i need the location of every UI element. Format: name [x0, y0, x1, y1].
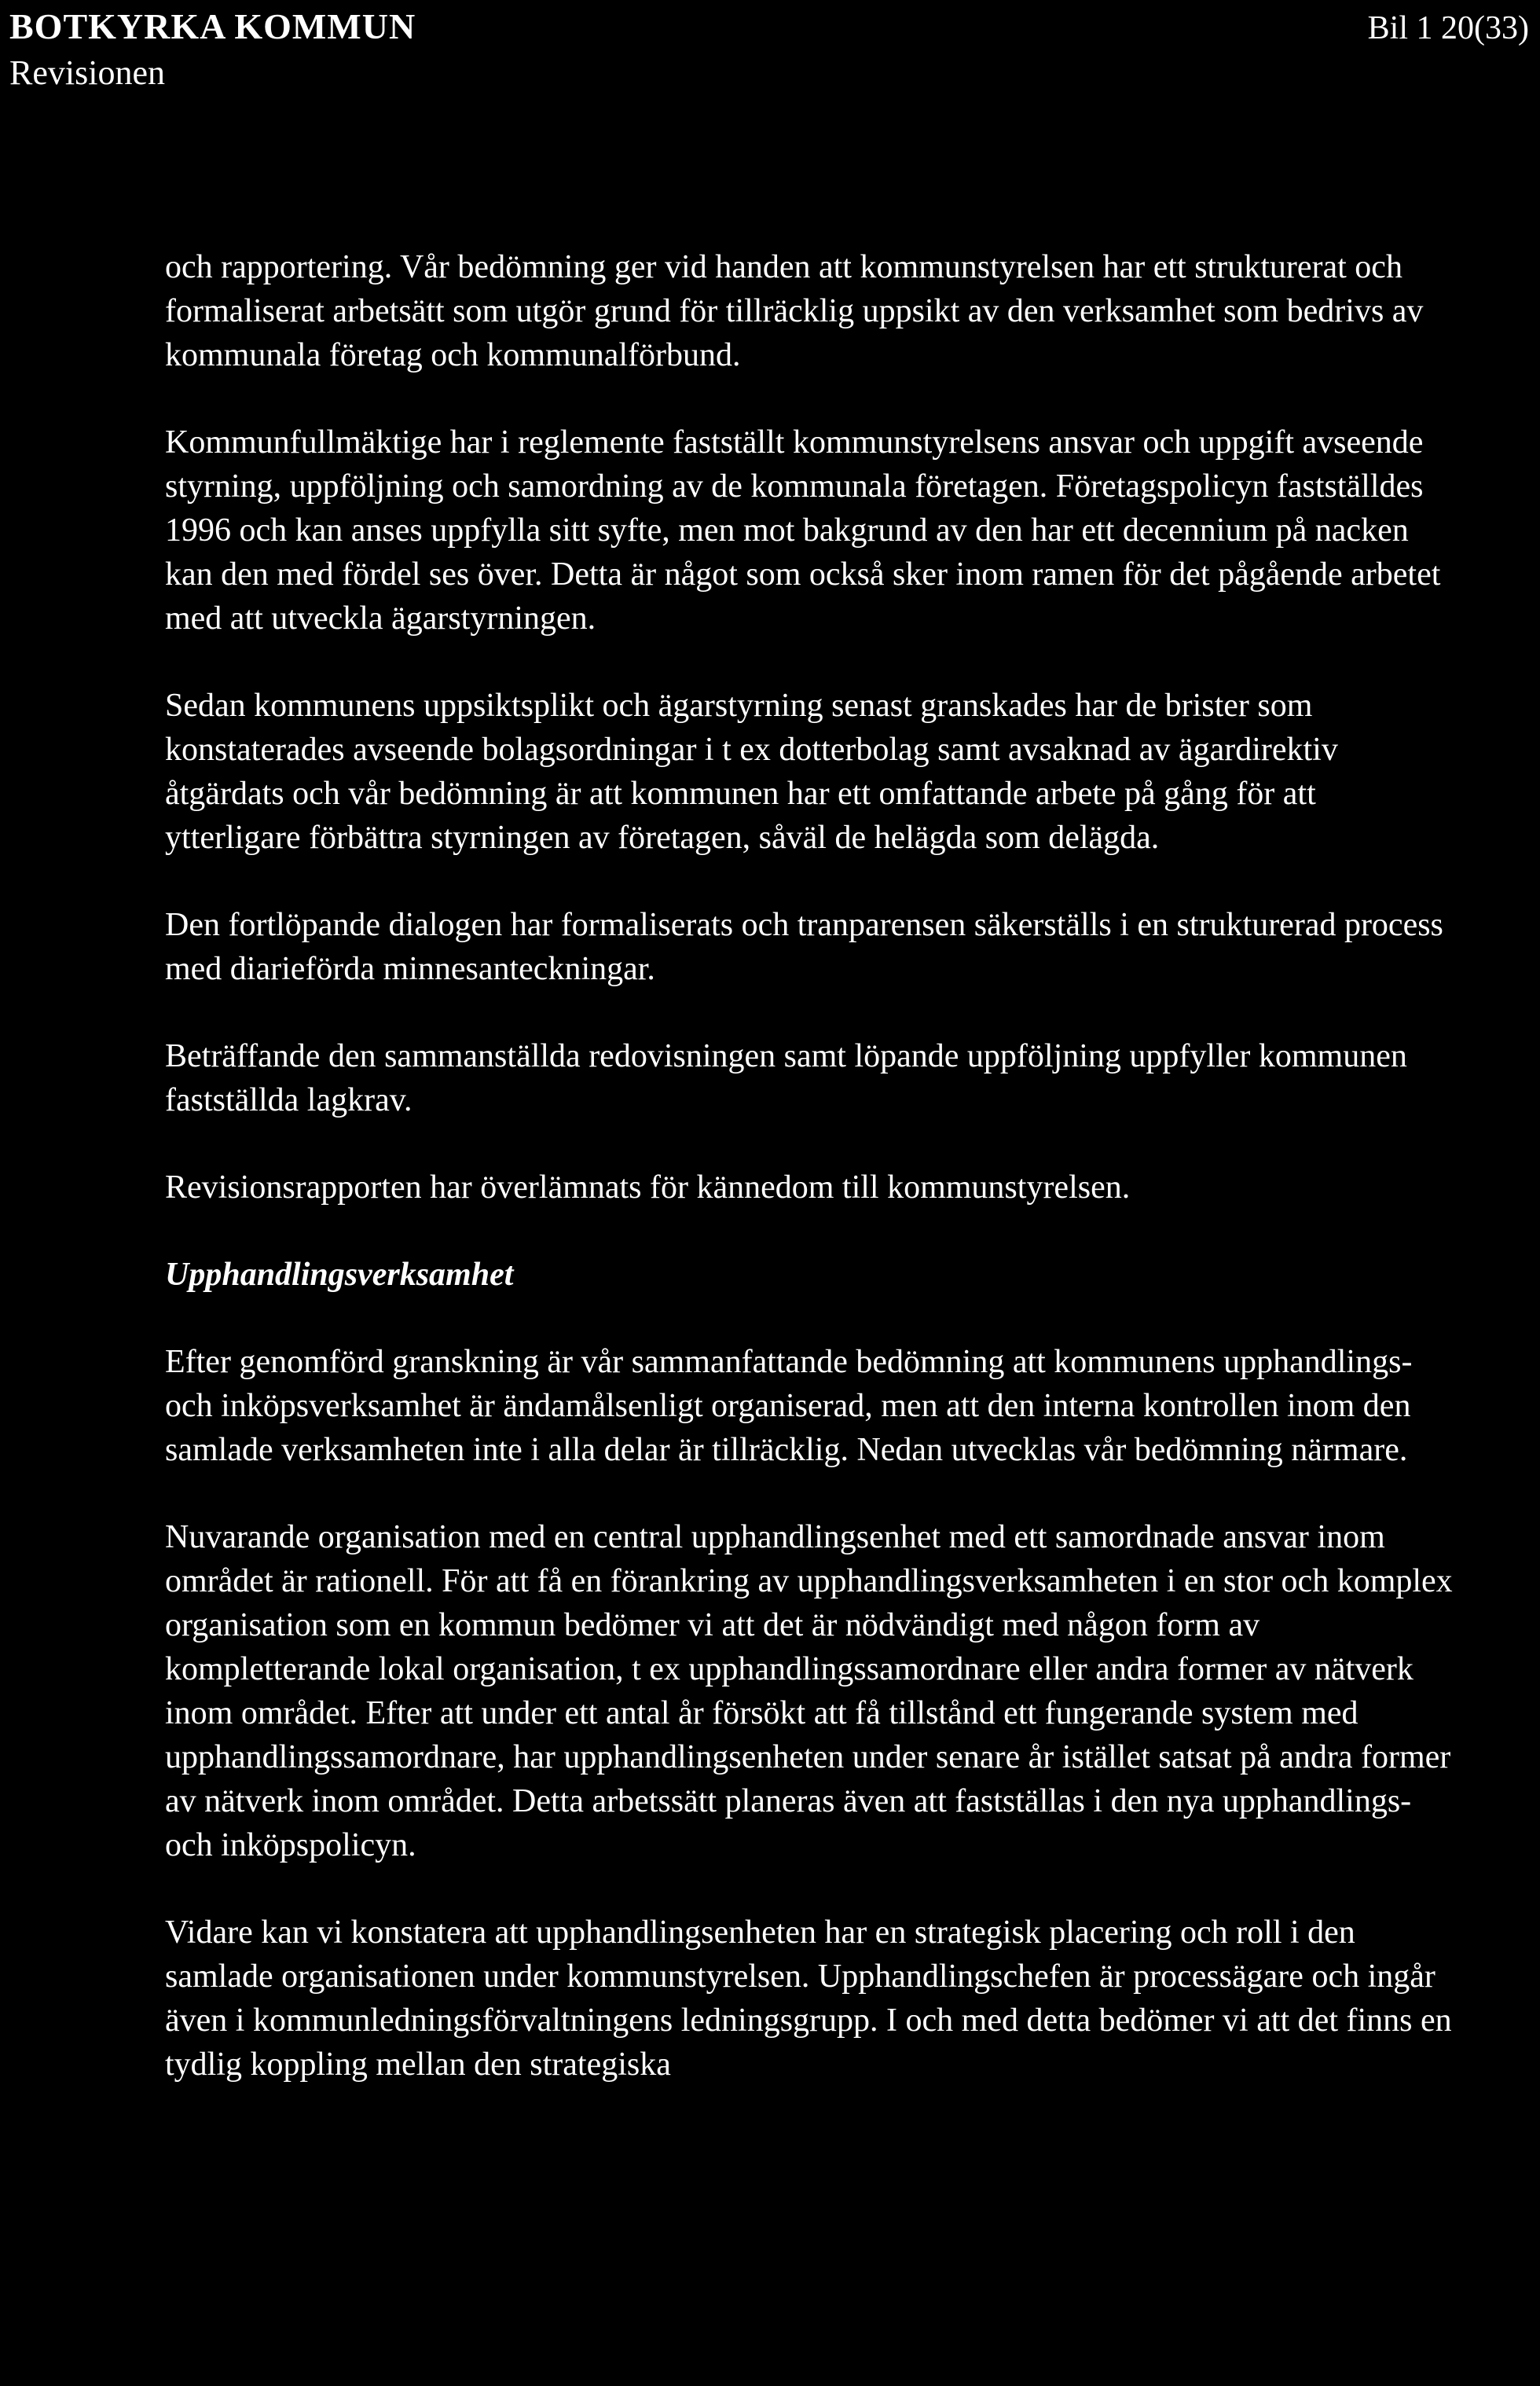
paragraph-6: Revisionsrapporten har överlämnats för kännedom till kommunstyrelsen. — [165, 1169, 1131, 1206]
department-name: Revisionen — [9, 53, 165, 92]
paragraph-2: Kommunfullmäktige har i reglemente fastställt kommunstyrelsens ansvar och uppgift avseende styrning, uppföljning och samordning av de kommunala företagen. Företagspolicyn fastställdes 1996 och kan anses uppfylla sitt syfte, men mot bakgrund av den har ett decennium på nacken kan den med fördel ses över. Detta är något som också sker inom ramen för det pågående arbetet med att utveckla ägarstyrningen. — [165, 424, 1441, 637]
page-reference: Bil 1 20(33) — [1367, 10, 1529, 46]
section-paragraph-2: Nuvarande organisation med en central upphandlingsenhet med ett samordnade ansvar inom området är rationell. För att få en förankring av upphandlingsverksamheten i en stor och komplex organisation som en kommun bedömer vi att det är nödvändigt med någon form av kompletterande lokal organisation, t ex upphandlingssamordnare eller andra former av nätverk inom området. Efter att under ett antal år försökt att få tillstånd ett fungerande system med upphandlingssamordnare, har upphandlingsenheten under senare år istället satsat på andra former av nätverk inom området. Detta arbetssätt planeras även att fastställas i den nya upphandlings- och inköpspolicyn. — [165, 1519, 1453, 1863]
paragraph-3: Sedan kommunens uppsiktsplikt och ägarstyrning senast granskades har de brister som konstaterades avseende bolagsordningar i t ex dotterbolag samt avsaknad av ägardirektiv åtgärdats och vår bedömning är att kommunen har ett omfattande arbete på gång för att ytterligare förbättra styrningen av företagen, såväl de helägda som delägda. — [165, 688, 1338, 856]
document-body — [165, 245, 1454, 2130]
paragraph-5: Beträffande den sammanställda redovisningen samt löpande uppföljning uppfyller kommunen fastställda lagkrav. — [165, 1038, 1407, 1118]
organization-name: BOTKYRKA KOMMUN — [9, 6, 416, 46]
paragraph-4: Den fortlöpande dialogen har formaliserats och tranparensen säkerställs i en strukturerad process med diarieförda minnesanteckningar. — [165, 907, 1443, 987]
section-heading: Upphandlingsverksamhet — [165, 1257, 514, 1293]
section-paragraph-1: Efter genomförd granskning är vår sammanfattande bedömning att kommunens upphandlings- och inköpsverksamhet är ändamålsenligt organiserad, men att den interna kontrollen inom den samlade verksamheten inte i alla delar är tillräcklig. Nedan utvecklas vår bedömning närmare. — [165, 1344, 1413, 1468]
paragraph-1: och rapportering. Vår bedömning ger vid handen att kommunstyrelsen har ett strukturerat och formaliserat arbetsätt som utgör grund för tillräcklig uppsikt av den verksamhet som bedrivs av kommunala företag och kommunalförbund. — [165, 249, 1424, 373]
section-paragraph-3: Vidare kan vi konstatera att upphandlingsenheten har en strategisk placering och roll i den samlade organisationen under kommunstyrelsen. Upphandlingschefen är processägare och ingår även i kommunledningsförvaltningens ledningsgrupp. I och med detta bedömer vi att det finns en tydlig koppling mellan den strategiska — [165, 1914, 1452, 2083]
